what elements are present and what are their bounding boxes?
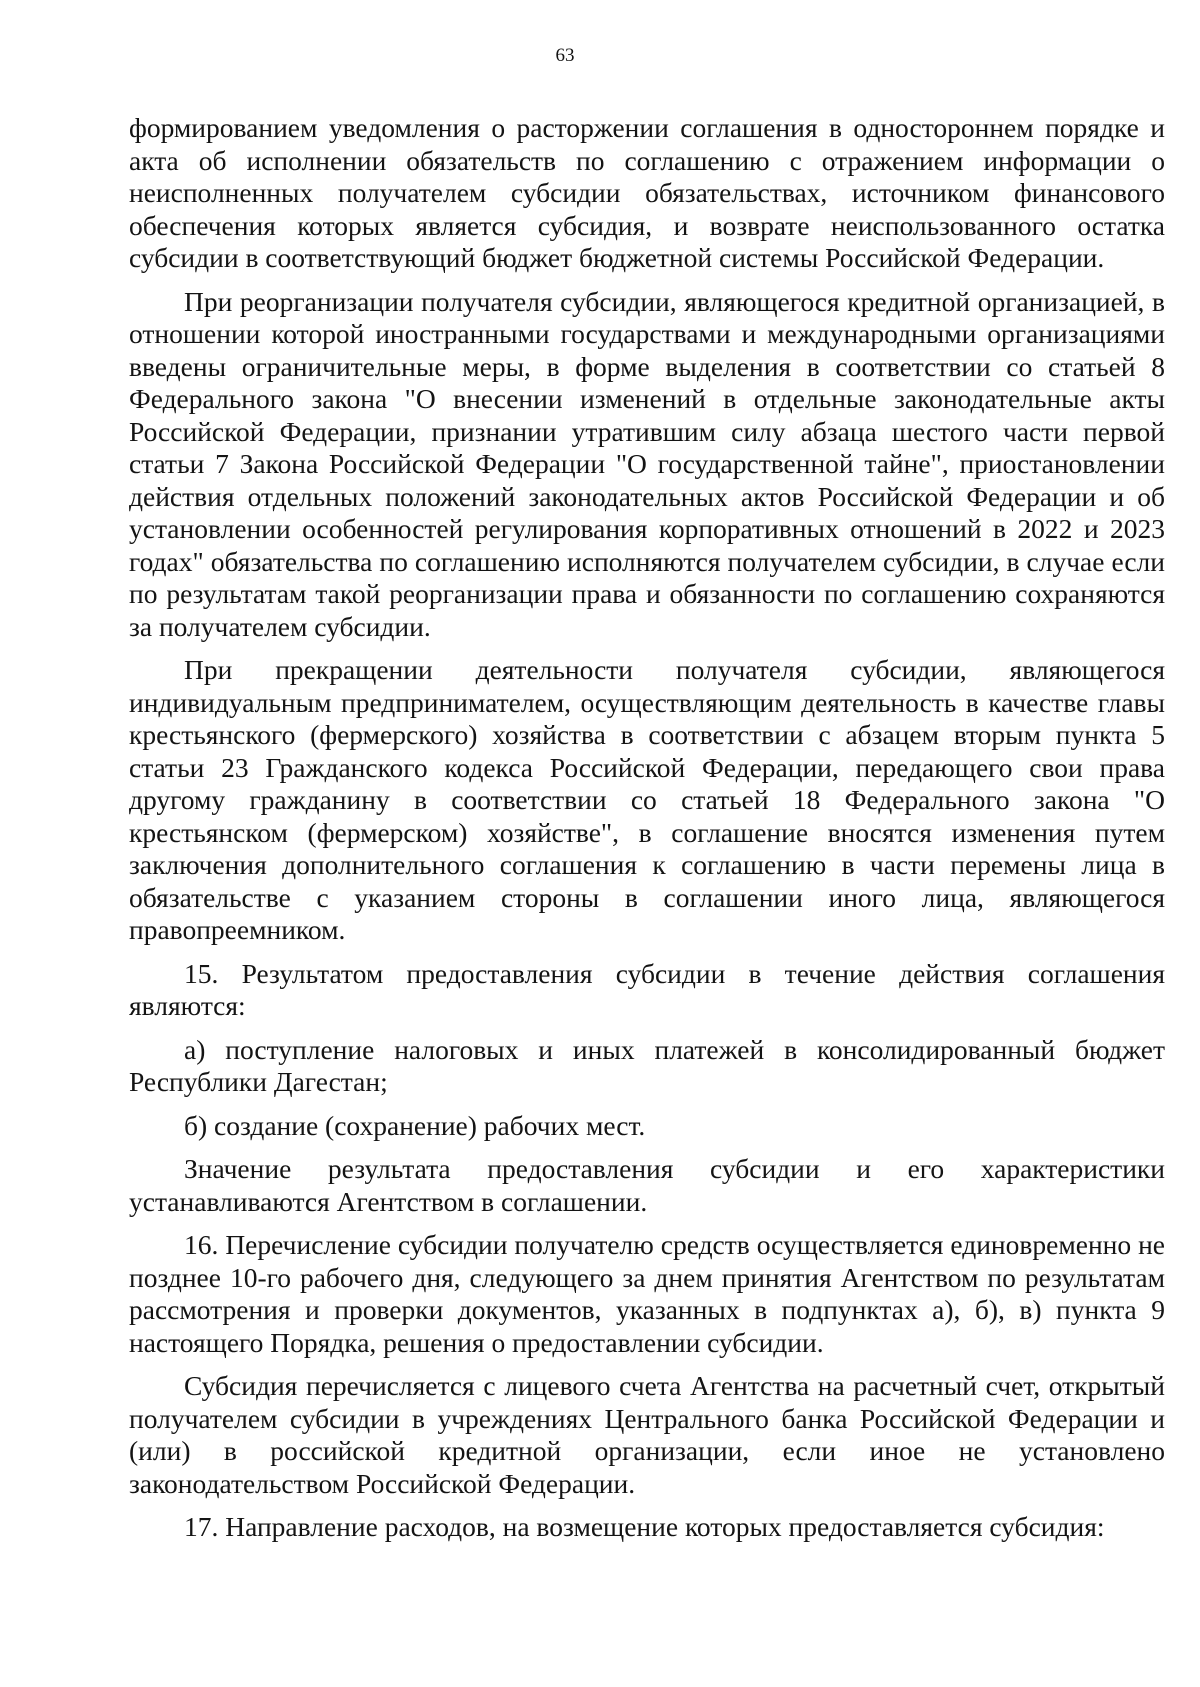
paragraph-16-transfer: 16. Перечисление субсидии получателю средств осуществляется единовременно не позднее 10-го рабочего дня, следующего за днем принятия Агентством по результатам рассмотрения и проверки документов, указанных в подпунктах а), б), в) пункта 9 настоящего Порядка, решения о предоставлении субсидии.	[129, 1229, 1165, 1358]
paragraph-15-item-b: б) создание (сохранение) рабочих мест.	[184, 1109, 646, 1141]
page-number: 63	[555, 45, 575, 66]
paragraph-termination-notice: формированием уведомления о расторжении соглашения в одностороннем порядке и акта об исполнении обязательств по соглашению с отражением информации о неисполненных получателем субсидии обязательствах, источником финансового обеспечения которых является субсидия, и возврате неиспользованного остатка субсидии в соответствующий бюджет бюджетной системы Российской Федерации.	[129, 112, 1165, 273]
paragraph-account-transfer: Субсидия перечисляется с лицевого счета Агентства на расчетный счет, открытый получателем субсидии в учреждениях Центрального банка Российской Федерации и (или) в российской кредитной организации, если иное не установлено законодательством Российской Федерации.	[129, 1370, 1165, 1499]
paragraph-result-value: Значение результата предоставления субсидии и его характеристики устанавливаются Агентством в соглашении.	[129, 1153, 1165, 1217]
paragraph-15-result: 15. Результатом предоставления субсидии в течение действия соглашения являются:	[129, 957, 1165, 1021]
paragraph-farm-termination: При прекращении деятельности получателя субсидии, являющегося индивидуальным предпринимателем, осуществляющим деятельность в качестве главы крестьянского (фермерского) хозяйства в соответствии с абзацем вторым пункта 5 статьи 23 Гражданского кодекса Российской Федерации, передающего свои права другому гражданину в соответствии со статьей 18 Федерального закона "О крестьянском (фермерском) хозяйстве", в соглашение вносятся изменения путем заключения дополнительного соглашения к соглашению в части перемены лица в обязательстве с указанием стороны в соглашении иного лица, являющегося правопреемником.	[129, 654, 1165, 945]
paragraph-15-item-a: а) поступление налоговых и иных платежей в консолидированный бюджет Республики Дагестан;	[129, 1033, 1165, 1097]
paragraph-reorganization: При реорганизации получателя субсидии, являющегося кредитной организацией, в отношении которой иностранными государствами и международными организациями введены ограничительные меры, в форме выделения в соответствии со статьей 8 Федерального закона "О внесении изменений в отдельные законодательные акты Российской Федерации, признании утратившим силу абзаца шестого части первой статьи 7 Закона Российской Федерации "О государственной тайне", приостановлении действия отдельных положений законодательных актов Российской Федерации и об установлении особенностей регулирования корпоративных отношений в 2022 и 2023 годах" обязательства по соглашению исполняются получателем субсидии, в случае если по результатам такой реорганизации права и обязанности по соглашению сохраняются за получателем субсидии.	[129, 285, 1165, 642]
document-body	[129, 112, 1165, 1555]
paragraph-17-expenses: 17. Направление расходов, на возмещение которых предоставляется субсидия:	[184, 1511, 1105, 1542]
